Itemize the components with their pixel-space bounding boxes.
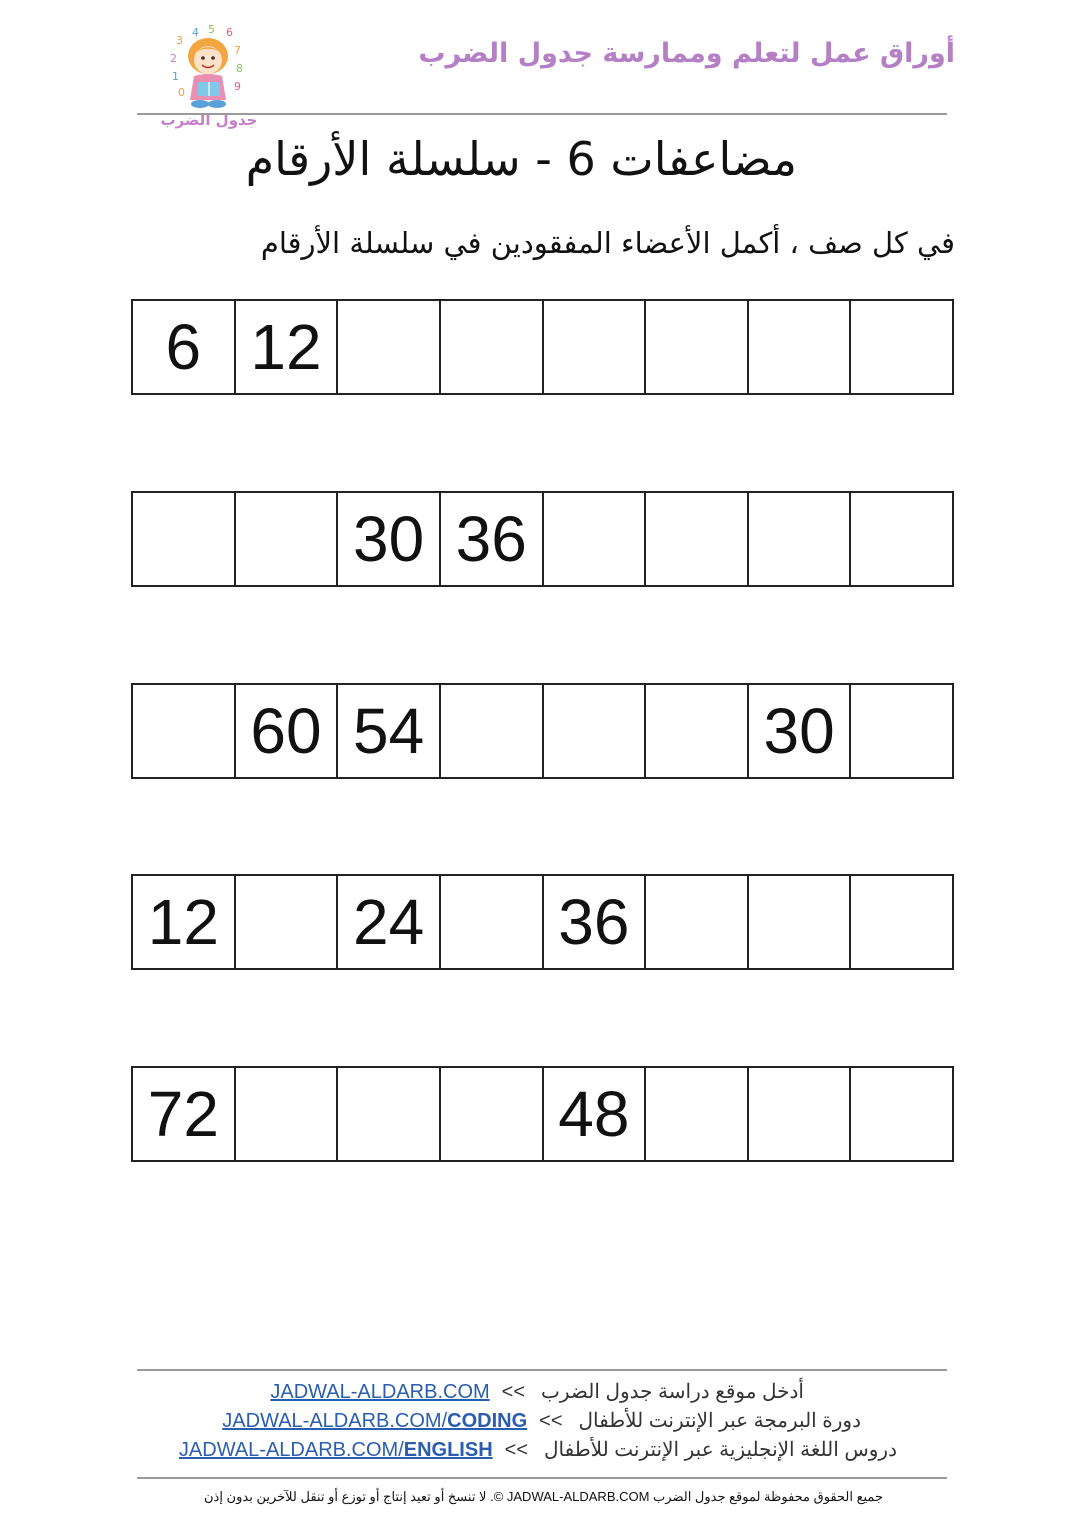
logo-caption: جدول الضرب <box>160 111 258 129</box>
footer-link-url[interactable]: JADWAL-ALDARB.COM <box>270 1381 490 1403</box>
sequence-cell[interactable] <box>849 874 954 970</box>
sequence-cell[interactable]: 72 <box>131 1066 236 1162</box>
footer-link-study <box>270 1379 804 1404</box>
sequence-cell[interactable] <box>439 1066 544 1162</box>
copyright-notice: جميع الحقوق محفوظة لموقع جدول الضرب JADWAL-ALDARB.COM ©. لا تنسخ أو تعيد إنتاج أو توزع أو تنقل للآخرين بدون إذن <box>204 1489 883 1504</box>
footer-link-label: دروس اللغة الإنجليزية عبر الإنترنت للأطفال <box>544 1439 897 1461</box>
sequence-cell[interactable] <box>234 491 339 587</box>
sequence-cell[interactable]: 6 <box>131 299 236 395</box>
logo <box>160 24 258 134</box>
sequence-cell[interactable] <box>849 1066 954 1162</box>
sequence-cell[interactable] <box>747 491 852 587</box>
logo-digit: 1 <box>172 70 179 83</box>
sequence-row <box>131 683 954 779</box>
sequence-cell[interactable] <box>234 1066 339 1162</box>
footer-divider <box>137 1477 947 1479</box>
sequence-cell[interactable] <box>542 299 647 395</box>
instructions: في كل صف ، أكمل الأعضاء المفقودين في سلسلة الأرقام <box>260 226 955 260</box>
footer-link-coding <box>222 1408 861 1433</box>
footer-link-arrows: << <box>504 1439 529 1461</box>
sequence-cell[interactable] <box>542 491 647 587</box>
sequence-cell[interactable] <box>747 1066 852 1162</box>
sequence-row <box>131 874 954 970</box>
sequence-cell[interactable]: 30 <box>747 683 852 779</box>
footer-link-url[interactable]: JADWAL-ALDARB.COM/CODING <box>222 1410 528 1432</box>
footer-link-label: أدخل موقع دراسة جدول الضرب <box>541 1381 804 1403</box>
logo-digit: 8 <box>236 62 243 75</box>
sequence-cell[interactable]: 30 <box>336 491 441 587</box>
sequence-cell[interactable] <box>336 1066 441 1162</box>
sequence-cell[interactable] <box>336 299 441 395</box>
sequence-cell[interactable] <box>644 299 749 395</box>
sequence-cell[interactable] <box>849 683 954 779</box>
sequence-cell[interactable] <box>131 683 236 779</box>
sequence-cell[interactable]: 36 <box>542 874 647 970</box>
sequence-cell[interactable] <box>234 874 339 970</box>
logo-digit: 6 <box>226 26 233 39</box>
sequence-cell[interactable]: 54 <box>336 683 441 779</box>
logo-digit: 0 <box>178 86 185 99</box>
sequence-row <box>131 1066 954 1162</box>
sequence-cell[interactable]: 12 <box>234 299 339 395</box>
child-illustration-icon <box>160 24 258 112</box>
sequence-cell[interactable] <box>644 1066 749 1162</box>
sequence-row <box>131 299 954 395</box>
page-title: مضاعفات 6 - سلسلة الأرقام <box>245 132 797 186</box>
sequence-cell[interactable]: 60 <box>234 683 339 779</box>
footer-link-arrows: << <box>539 1410 563 1432</box>
sequence-cell[interactable] <box>644 874 749 970</box>
logo-digit: 4 <box>192 26 199 39</box>
footer-divider <box>137 1369 947 1371</box>
sequence-cell[interactable] <box>747 874 852 970</box>
sequence-cell[interactable]: 48 <box>542 1066 647 1162</box>
logo-digit: 7 <box>234 44 241 57</box>
logo-digit: 3 <box>176 34 183 47</box>
sequence-cell[interactable]: 12 <box>131 874 236 970</box>
sequence-cell[interactable] <box>747 299 852 395</box>
sequence-cell[interactable] <box>849 491 954 587</box>
sequence-cell[interactable] <box>131 491 236 587</box>
footer-link-arrows: << <box>501 1381 526 1403</box>
sequence-cell[interactable] <box>439 874 544 970</box>
sequence-cell[interactable]: 24 <box>336 874 441 970</box>
logo-digit: 5 <box>208 24 215 36</box>
footer-link-label: دورة البرمجة عبر الإنترنت للأطفال <box>578 1410 861 1432</box>
sequence-cell[interactable] <box>542 683 647 779</box>
site-title: أوراق عمل لتعلم وممارسة جدول الضرب <box>418 38 955 69</box>
sequence-cell[interactable] <box>439 299 544 395</box>
sequence-cell[interactable] <box>849 299 954 395</box>
footer-link-english <box>179 1437 897 1462</box>
sequence-cell[interactable] <box>644 683 749 779</box>
footer-link-url[interactable]: JADWAL-ALDARB.COM/ENGLISH <box>178 1439 493 1461</box>
sequence-cell[interactable] <box>439 683 544 779</box>
header-divider <box>137 113 947 115</box>
sequence-cell[interactable] <box>644 491 749 587</box>
logo-digit: 9 <box>234 80 241 93</box>
logo-digit: 2 <box>170 52 177 65</box>
sequence-row <box>131 491 954 587</box>
sequence-cell[interactable]: 36 <box>439 491 544 587</box>
